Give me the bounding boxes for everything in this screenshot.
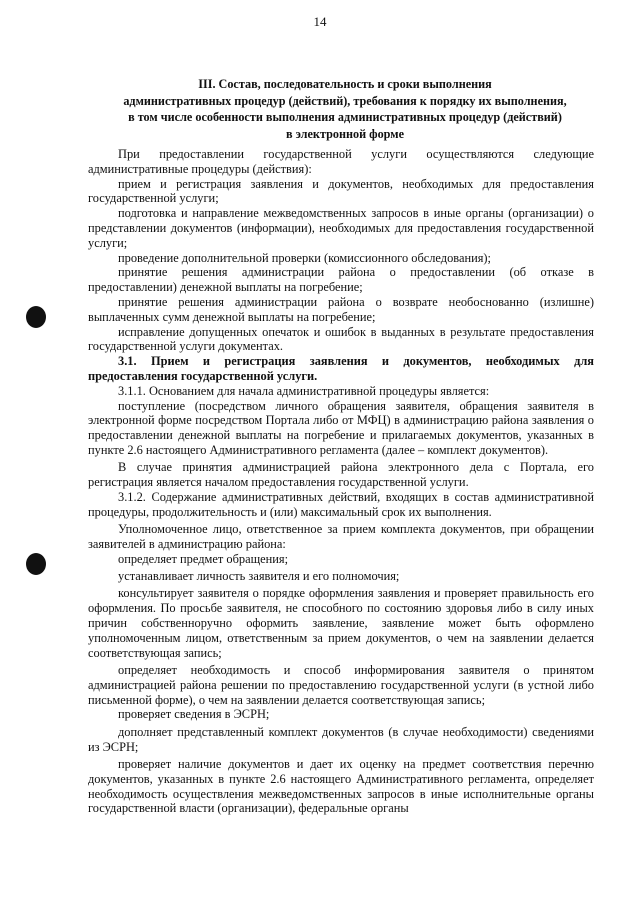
list-item: проверяет сведения в ЭСРН; [118,707,270,722]
list-item: принятие решения администрации района о предоставлении (об отказе в предоставлении) денежной выплаты на погребение; [88,265,594,295]
heading-line: в том числе особенности выполнения административных процедур (действий) [128,110,562,124]
page-number: 14 [313,14,327,29]
section-heading [80,76,610,142]
heading-line: в электронной форме [286,126,404,141]
paragraph: При предоставлении государственной услуги осуществляются следующие административные процедуры (действия): [88,147,594,176]
list-item: определяет предмет обращения; [118,551,289,566]
paragraph: Уполномоченное лицо, ответственное за прием комплекта документов, при обращении заявителей в администрацию района: [88,522,594,551]
heading-line: административных процедур (действий), требования к порядку их выполнения, [123,93,567,108]
list-item: принятие решения администрации района о возврате необоснованно (излишне) выплаченных сумм денежной выплаты на погребение; [88,294,594,324]
subsection-heading: 3.1. Прием и регистрация заявления и документов, необходимых для предоставления государственной услуги. [88,354,594,383]
punch-hole [26,306,46,328]
list-item: определяет необходимость и способ информирования заявителя о принятом администрацией района решении по предоставлению государственной услуги (в устной либо письменной форме), о чем на заявлении делается соответствующая запись; [88,663,594,707]
list-item: исправление допущенных опечаток и ошибок в выданных в результате предоставления государственной услуги документах. [88,324,594,354]
list-item: подготовка и направление межведомственных запросов в иные органы (организации) о представлении документов (информации), необходимых для предоставления государственной услуги; [88,206,594,250]
paragraph: поступление (посредством личного обращения заявителя, обращения заявителя в электронной форме посредством Портала либо от МФЦ) в администрацию района заявления о предоставлении денежной выплаты на погребение и прилагаемых документов, указанных в пункте 2.6 настоящего Административного регламента (далее – комплект документов). [88,398,594,457]
punch-hole [26,553,46,575]
list-item: проведение дополнительной проверки (комиссионного обследования); [118,250,491,265]
heading-line: III. Состав, последовательность и сроки выполнения [198,77,492,91]
paragraph: 3.1.1. Основанием для начала административной процедуры является: [118,383,490,398]
list-item: прием и регистрация заявления и документов, необходимых для предоставления государственной услуги; [88,176,594,206]
document-body [88,147,594,816]
list-item: проверяет наличие документов и дает их оценку на предмет соответствия перечню документов, указанных в пункте 2.6 настоящего Административного регламента, определяет необходимость осуществления межведомственных запросов в иные исполнительные органы государственной власти (организации), федеральные органы [88,757,594,816]
list-item: дополняет представленный комплект документов (в случае необходимости) сведениями из ЭСРН; [88,724,594,754]
paragraph: 3.1.2. Содержание административных действий, входящих в состав административной процедуры, продолжительность и (или) максимальный срок их выполнения. [88,489,594,519]
list-item: консультирует заявителя о порядке оформления заявления и проверяет правильность его оформления. По просьбе заявителя, не способного по состоянию здоровья либо в силу иных причин собственноручно оформить заявление, заявление может быть оформлено уполномоченным лицом, ответственным за прием документов, о чем на заявлении делается соответствующая запись; [88,586,594,660]
list-item: устанавливает личность заявителя и его полномочия; [118,569,400,584]
paragraph: В случае принятия администрацией района электронного дела с Портала, его регистрация является началом предоставления государственной услуги. [88,460,594,490]
